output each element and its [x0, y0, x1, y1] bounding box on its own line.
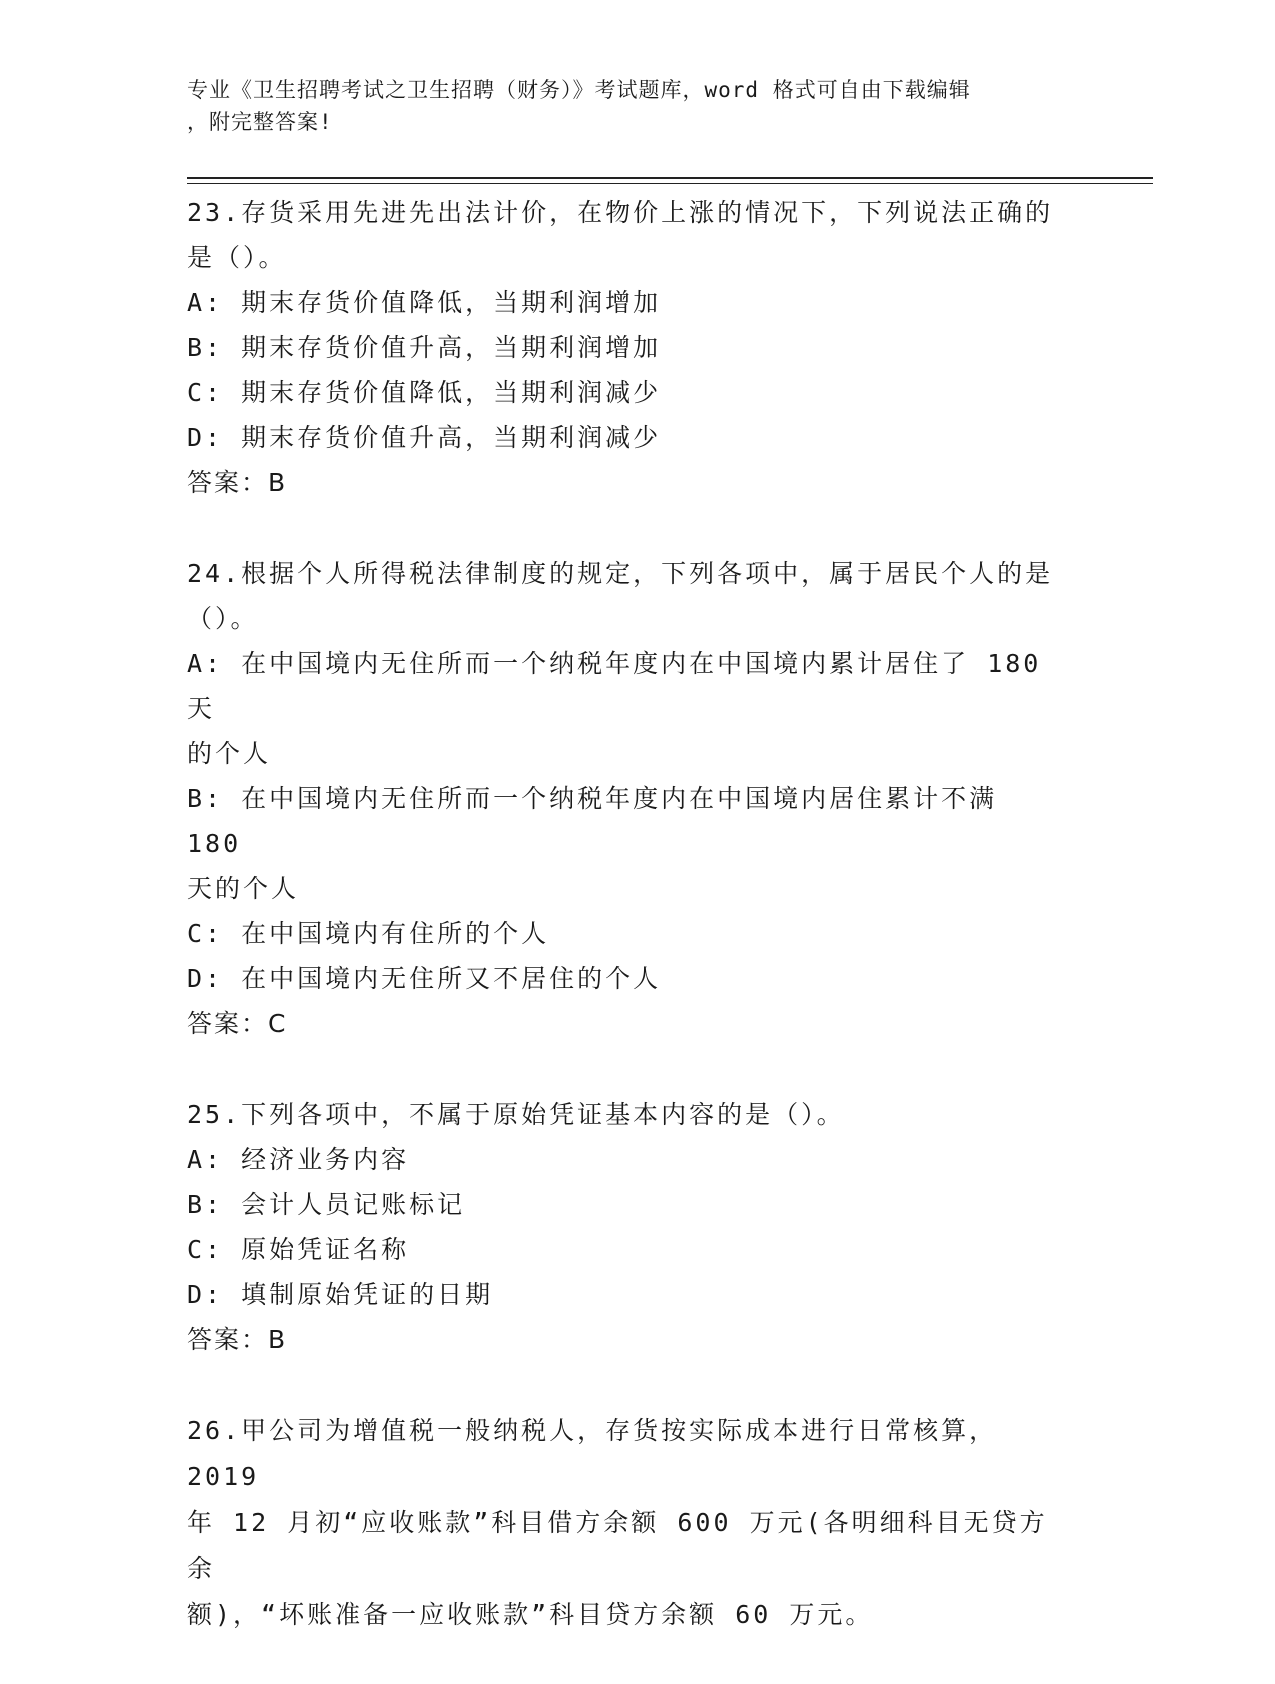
option-b: B: 在中国境内无住所而一个纳税年度内在中国境内居住累计不满 180: [187, 784, 998, 858]
question-26: [187, 1408, 1067, 1638]
question-stem-line: 23.存货采用先进先出法计价，在物价上涨的情况下，下列说法正确的: [187, 198, 1054, 227]
header-divider-thick: [187, 177, 1153, 179]
question-stem-line: 25.下列各项中，不属于原始凭证基本内容的是（）。: [187, 1100, 845, 1129]
option-c: C: 原始凭证名称: [187, 1235, 410, 1264]
question-stem-line: 额)，“坏账准备一应收账款”科目贷方余额 60 万元。: [187, 1600, 874, 1629]
option-a: A: 在中国境内无住所而一个纳税年度内在中国境内累计居住了 180 天: [187, 649, 1042, 723]
option-a: A: 期末存货价值降低，当期利润增加: [187, 288, 662, 317]
answer-line: 答案：B: [187, 1325, 288, 1354]
option-b: B: 会计人员记账标记: [187, 1190, 466, 1219]
question-list: [187, 190, 1067, 1684]
option-b: B: 期末存货价值升高，当期利润增加: [187, 333, 662, 362]
option-d: D: 填制原始凭证的日期: [187, 1280, 494, 1309]
option-d: D: 在中国境内无住所又不居住的个人: [187, 964, 662, 993]
question-stem-line: 26.甲公司为增值税一般纳税人，存货按实际成本进行日常核算，2019: [187, 1416, 998, 1491]
option-c: C: 在中国境内有住所的个人: [187, 919, 550, 948]
answer-line: 答案：C: [187, 1009, 288, 1038]
question-stem-line: 是（）。: [187, 243, 287, 272]
question-stem-line: （）。: [187, 604, 259, 633]
question-stem-line: 24.根据个人所得税法律制度的规定，下列各项中，属于居民个人的是: [187, 559, 1054, 588]
question-23: [187, 190, 1067, 505]
answer-line: 答案：B: [187, 468, 288, 497]
question-24: [187, 551, 1067, 1046]
option-a: A: 经济业务内容: [187, 1145, 410, 1174]
option-d: D: 期末存货价值升高，当期利润减少: [187, 423, 662, 452]
document-header: [187, 74, 1067, 138]
header-divider-thin: [187, 183, 1153, 184]
header-line-2: ，附完整答案!: [187, 110, 333, 134]
option-b-continued: 天的个人: [187, 874, 300, 903]
option-a-continued: 的个人: [187, 739, 272, 768]
header-line-1: 专业《卫生招聘考试之卫生招聘（财务）》考试题库，word 格式可自由下载编辑: [187, 78, 971, 102]
question-stem-line: 年 12 月初“应收账款”科目借方余额 600 万元(各明细科目无贷方余: [187, 1508, 1048, 1583]
question-25: [187, 1092, 1067, 1362]
option-c: C: 期末存货价值降低，当期利润减少: [187, 378, 662, 407]
